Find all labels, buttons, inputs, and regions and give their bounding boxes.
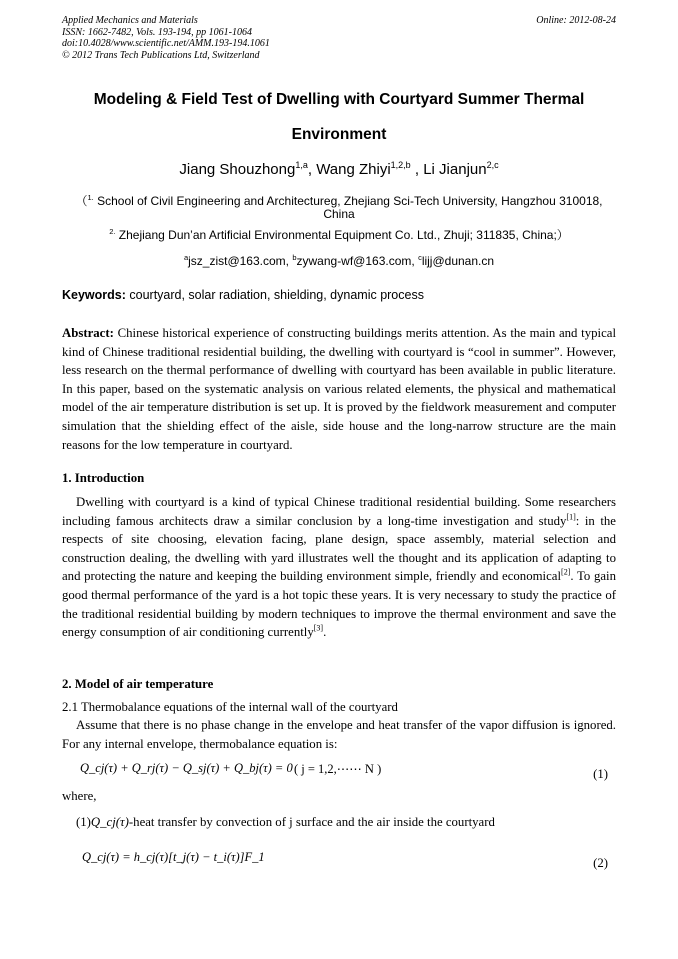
intro-text-1: Dwelling with courtyard is a kind of typical Chinese traditional residential building. Some researchers including famous architects draw a similar conclusion by a long-time investigation and study — [62, 495, 616, 528]
email-line — [62, 250, 616, 269]
aff2-sup: 2. — [109, 227, 116, 236]
intro-text-4: . — [323, 625, 327, 640]
equation-1-condition: ( j = 1,2,⋯⋯ N ) — [294, 762, 382, 776]
definition-item-1 — [76, 815, 495, 830]
keywords-text: courtyard, solar radiation, shielding, dynamic process — [125, 288, 424, 302]
keywords — [62, 288, 616, 302]
subsection-2-1: 2.1 Thermobalance equations of the internal wall of the courtyard — [62, 700, 398, 714]
item-1-text: -heat transfer by convection of j surface and the air inside the courtyard — [128, 815, 495, 829]
ref-2: [2] — [561, 568, 571, 578]
author-1-sup: 1,a — [295, 160, 308, 170]
email-c-sup: c — [418, 253, 422, 262]
ref-1: [1] — [566, 512, 576, 522]
equation-2: Q_cj(τ) = h_cj(τ)[t_j(τ) − t_i(τ)]F_1 — [82, 850, 265, 864]
email-3: lijj@dunan.cn — [421, 254, 495, 268]
keywords-label: Keywords: — [62, 288, 126, 302]
copyright-line: © 2012 Trans Tech Publications Ltd, Switzerland — [62, 49, 260, 61]
ref-3: [3] — [313, 623, 324, 633]
email-a-sup: a — [183, 253, 189, 262]
model-heading: 2. Model of air temperature — [62, 677, 214, 691]
affiliation-1-line2: China — [323, 207, 355, 221]
email-2: zywang-wf@163.com, — [296, 254, 419, 268]
abstract-label: Abstract: — [62, 326, 114, 340]
paper-title-line1: Modeling & Field Test of Dwelling with Courtyard Summer Thermal — [93, 91, 585, 108]
issn-line: ISSN: 1662-7482, Vols. 193-194, pp 1061-1064 — [62, 26, 252, 38]
equation-1: Q_cj(τ) + Q_rj(τ) − Q_sj(τ) + Q_bj(τ) = 0 — [80, 761, 293, 775]
intro-heading: 1. Introduction — [62, 471, 145, 485]
intro-text-2: : in the respects of site choosing, elevation facing, plane design, space assembly, material selection and construction dealing, the dwelling with yard illustrates well the thought and its application of adapting to and protecting the nature and keeping the building environment simple, friendly and economical — [62, 513, 616, 584]
intro-paragraph — [62, 493, 616, 642]
author-3-sup: 2,c — [486, 160, 499, 170]
doi-line: doi:10.4028/www.scientific.net/AMM.193-194.1061 — [62, 38, 270, 49]
abstract-text: Chinese historical experience of constructing buildings merits attention. As the main and typical kind of Chinese traditional residential building, the dwelling with courtyard is “cool in summer”. However, less research on the thermal performance of dwelling with courtyard has been available in public literature. In this paper, based on the systematic analysis on various related elements, the physical and mathematical model of the air temperature distribution is set up. It is proved by the fieldwork measurement and computer simulation that the shielding effect of the aisle, side house and the long-narrow structure are the main reasons for the low temperature in courtyard. — [62, 326, 616, 452]
model-paragraph: Assume that there is no phase change in the envelope and heat transfer of the vapor diffusion is ignored. For any internal envelope, thermobalance equation is: — [62, 718, 616, 751]
author-3: Li Jianjun — [423, 161, 487, 178]
aff1-text: School of Civil Engineering and Architectureg, Zhejiang Sci-Tech University, Hangzhou 310018, — [93, 194, 603, 208]
aff1-sup: 1. — [87, 193, 94, 202]
author-list: Jiang Shouzhong$^{1,a}$, Wang Zhiyi$^{1,2,b}$ , Li Jianjun$^{2,c}$ — [179, 160, 499, 178]
aff2-text: Zhejiang Dun’an Artificial Environmental Equipment Co. Ltd., Zhuji; 311835, China;） — [115, 228, 569, 242]
equation-1-number: (1) — [593, 767, 608, 781]
item-1-prefix: (1) — [76, 815, 91, 829]
email-1: jsz_zist@163.com, — [188, 254, 293, 268]
affiliation-2 — [62, 224, 616, 243]
where-label: where, — [62, 789, 97, 803]
aff-open-paren: （ — [75, 194, 88, 208]
online-date: Online: 2012-08-24 — [536, 15, 616, 26]
abstract — [62, 324, 616, 454]
author-2: Wang Zhiyi — [316, 161, 391, 178]
paper-title-line2: Environment — [291, 126, 387, 143]
journal-name: Applied Mechanics and Materials — [62, 15, 198, 26]
author-1: Jiang Shouzhong — [179, 161, 296, 178]
journal-header — [62, 15, 270, 61]
intro-text-3: . To gain good thermal performance of the yard is a hot topic these years. It is very necessary to study the practice of the traditional residential building by modern techniques to improve the thermal environment and save the energy consumption of air conditioning currently — [62, 569, 616, 640]
item-1-symbol: Q_cj(τ) — [90, 815, 129, 829]
equation-2-number: (2) — [593, 856, 608, 870]
author-2-sup: 1,2,b — [390, 160, 411, 170]
email-b-sup: b — [292, 253, 297, 262]
